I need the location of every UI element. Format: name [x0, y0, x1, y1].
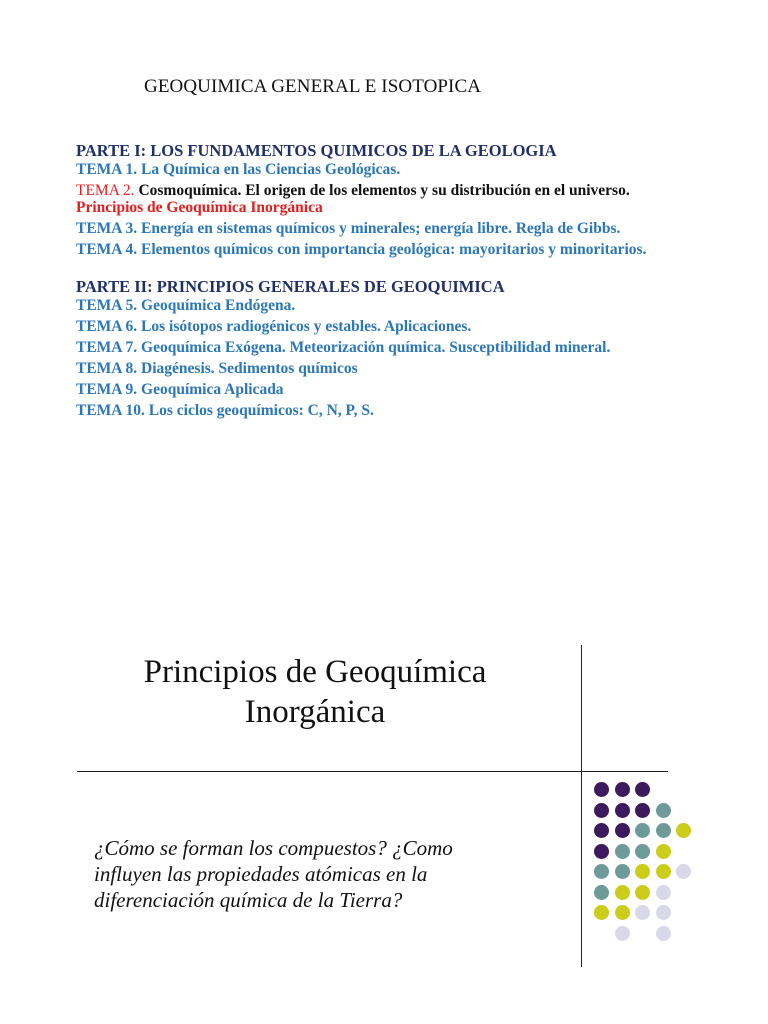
decorative-dot	[656, 823, 671, 838]
decorative-dot	[615, 803, 630, 818]
tema-5-text: Geoquímica Endógena.	[141, 297, 296, 314]
slide-title-line-2: Inorgánica	[244, 694, 386, 730]
part-1-heading: PARTE I: LOS FUNDAMENTOS QUIMICOS DE LA GEOLOGIA	[76, 141, 557, 160]
decorative-dot	[635, 782, 650, 797]
decorative-dot	[615, 844, 630, 859]
tema-8-prefix: TEMA 8.	[76, 360, 138, 377]
tema-6-text: Los isótopos radiogénicos y estables. Aplicaciones.	[141, 318, 472, 335]
decorative-dot	[656, 905, 671, 920]
decorative-dot	[615, 926, 630, 941]
tema-3-text: Energía en sistemas químicos y minerales; energía libre. Regla de Gibbs.	[141, 220, 621, 237]
tema-2-prefix: TEMA 2.	[76, 182, 135, 199]
decorative-dot	[656, 844, 671, 859]
decorative-dot	[615, 864, 630, 879]
tema-10-text: Los ciclos geoquímicos: C, N, P, S.	[148, 402, 374, 419]
tema-4-text: Elementos químicos con importancia geológica: mayoritarios y minoritarios.	[141, 241, 647, 258]
decorative-dot	[594, 844, 609, 859]
decorative-dot	[615, 823, 630, 838]
decorative-dot	[676, 823, 691, 838]
decorative-dot	[635, 864, 650, 879]
decorative-dot	[615, 905, 630, 920]
decorative-dot	[635, 885, 650, 900]
tema-2-highlight: Principios de Geoquímica Inorgánica	[76, 199, 323, 216]
decorative-dot	[656, 864, 671, 879]
decorative-dot	[635, 823, 650, 838]
tema-4-prefix: TEMA 4.	[76, 241, 138, 258]
decorative-dot	[656, 803, 671, 818]
decorative-dot	[594, 905, 609, 920]
tema-5-prefix: TEMA 5.	[76, 297, 138, 314]
decorative-dot	[676, 864, 691, 879]
decorative-dot	[594, 823, 609, 838]
decorative-dot	[615, 885, 630, 900]
tema-7-text: Geoquímica Exógena. Meteorización química. Susceptibilidad mineral.	[141, 339, 611, 356]
decorative-dot	[635, 844, 650, 859]
decorative-dot	[594, 782, 609, 797]
slide-question: ¿Cómo se forman los compuestos? ¿Como influyen las propiedades atómicas en la diferenciación química de la Tierra?	[94, 836, 453, 912]
document-title: GEOQUIMICA GENERAL E ISOTOPICA	[144, 76, 482, 97]
tema-10-prefix: TEMA 10.	[76, 402, 145, 419]
decorative-dot	[635, 905, 650, 920]
decorative-dot	[635, 803, 650, 818]
tema-7-prefix: TEMA 7.	[76, 339, 138, 356]
tema-1-prefix: TEMA 1.	[76, 161, 138, 178]
decorative-dot	[615, 782, 630, 797]
slide-title-line-1: Principios de Geoquímica	[143, 654, 487, 690]
decorative-dot	[594, 803, 609, 818]
decorative-dot	[594, 864, 609, 879]
tema-2-text: Cosmoquímica. El origen de los elementos y su distribución en el universo.	[138, 182, 630, 199]
decorative-dot	[656, 885, 671, 900]
tema-3-prefix: TEMA 3.	[76, 220, 138, 237]
tema-9-text: Geoquímica Aplicada	[141, 381, 284, 398]
decorative-dot	[656, 926, 671, 941]
decorative-dot	[594, 885, 609, 900]
tema-8-text: Diagénesis. Sedimentos químicos	[141, 360, 358, 377]
tema-9-prefix: TEMA 9.	[76, 381, 138, 398]
tema-6-prefix: TEMA 6.	[76, 318, 138, 335]
part-2-heading: PARTE II: PRINCIPIOS GENERALES DE GEOQUIMICA	[76, 277, 505, 296]
tema-1-text: La Química en las Ciencias Geológicas.	[141, 161, 401, 178]
